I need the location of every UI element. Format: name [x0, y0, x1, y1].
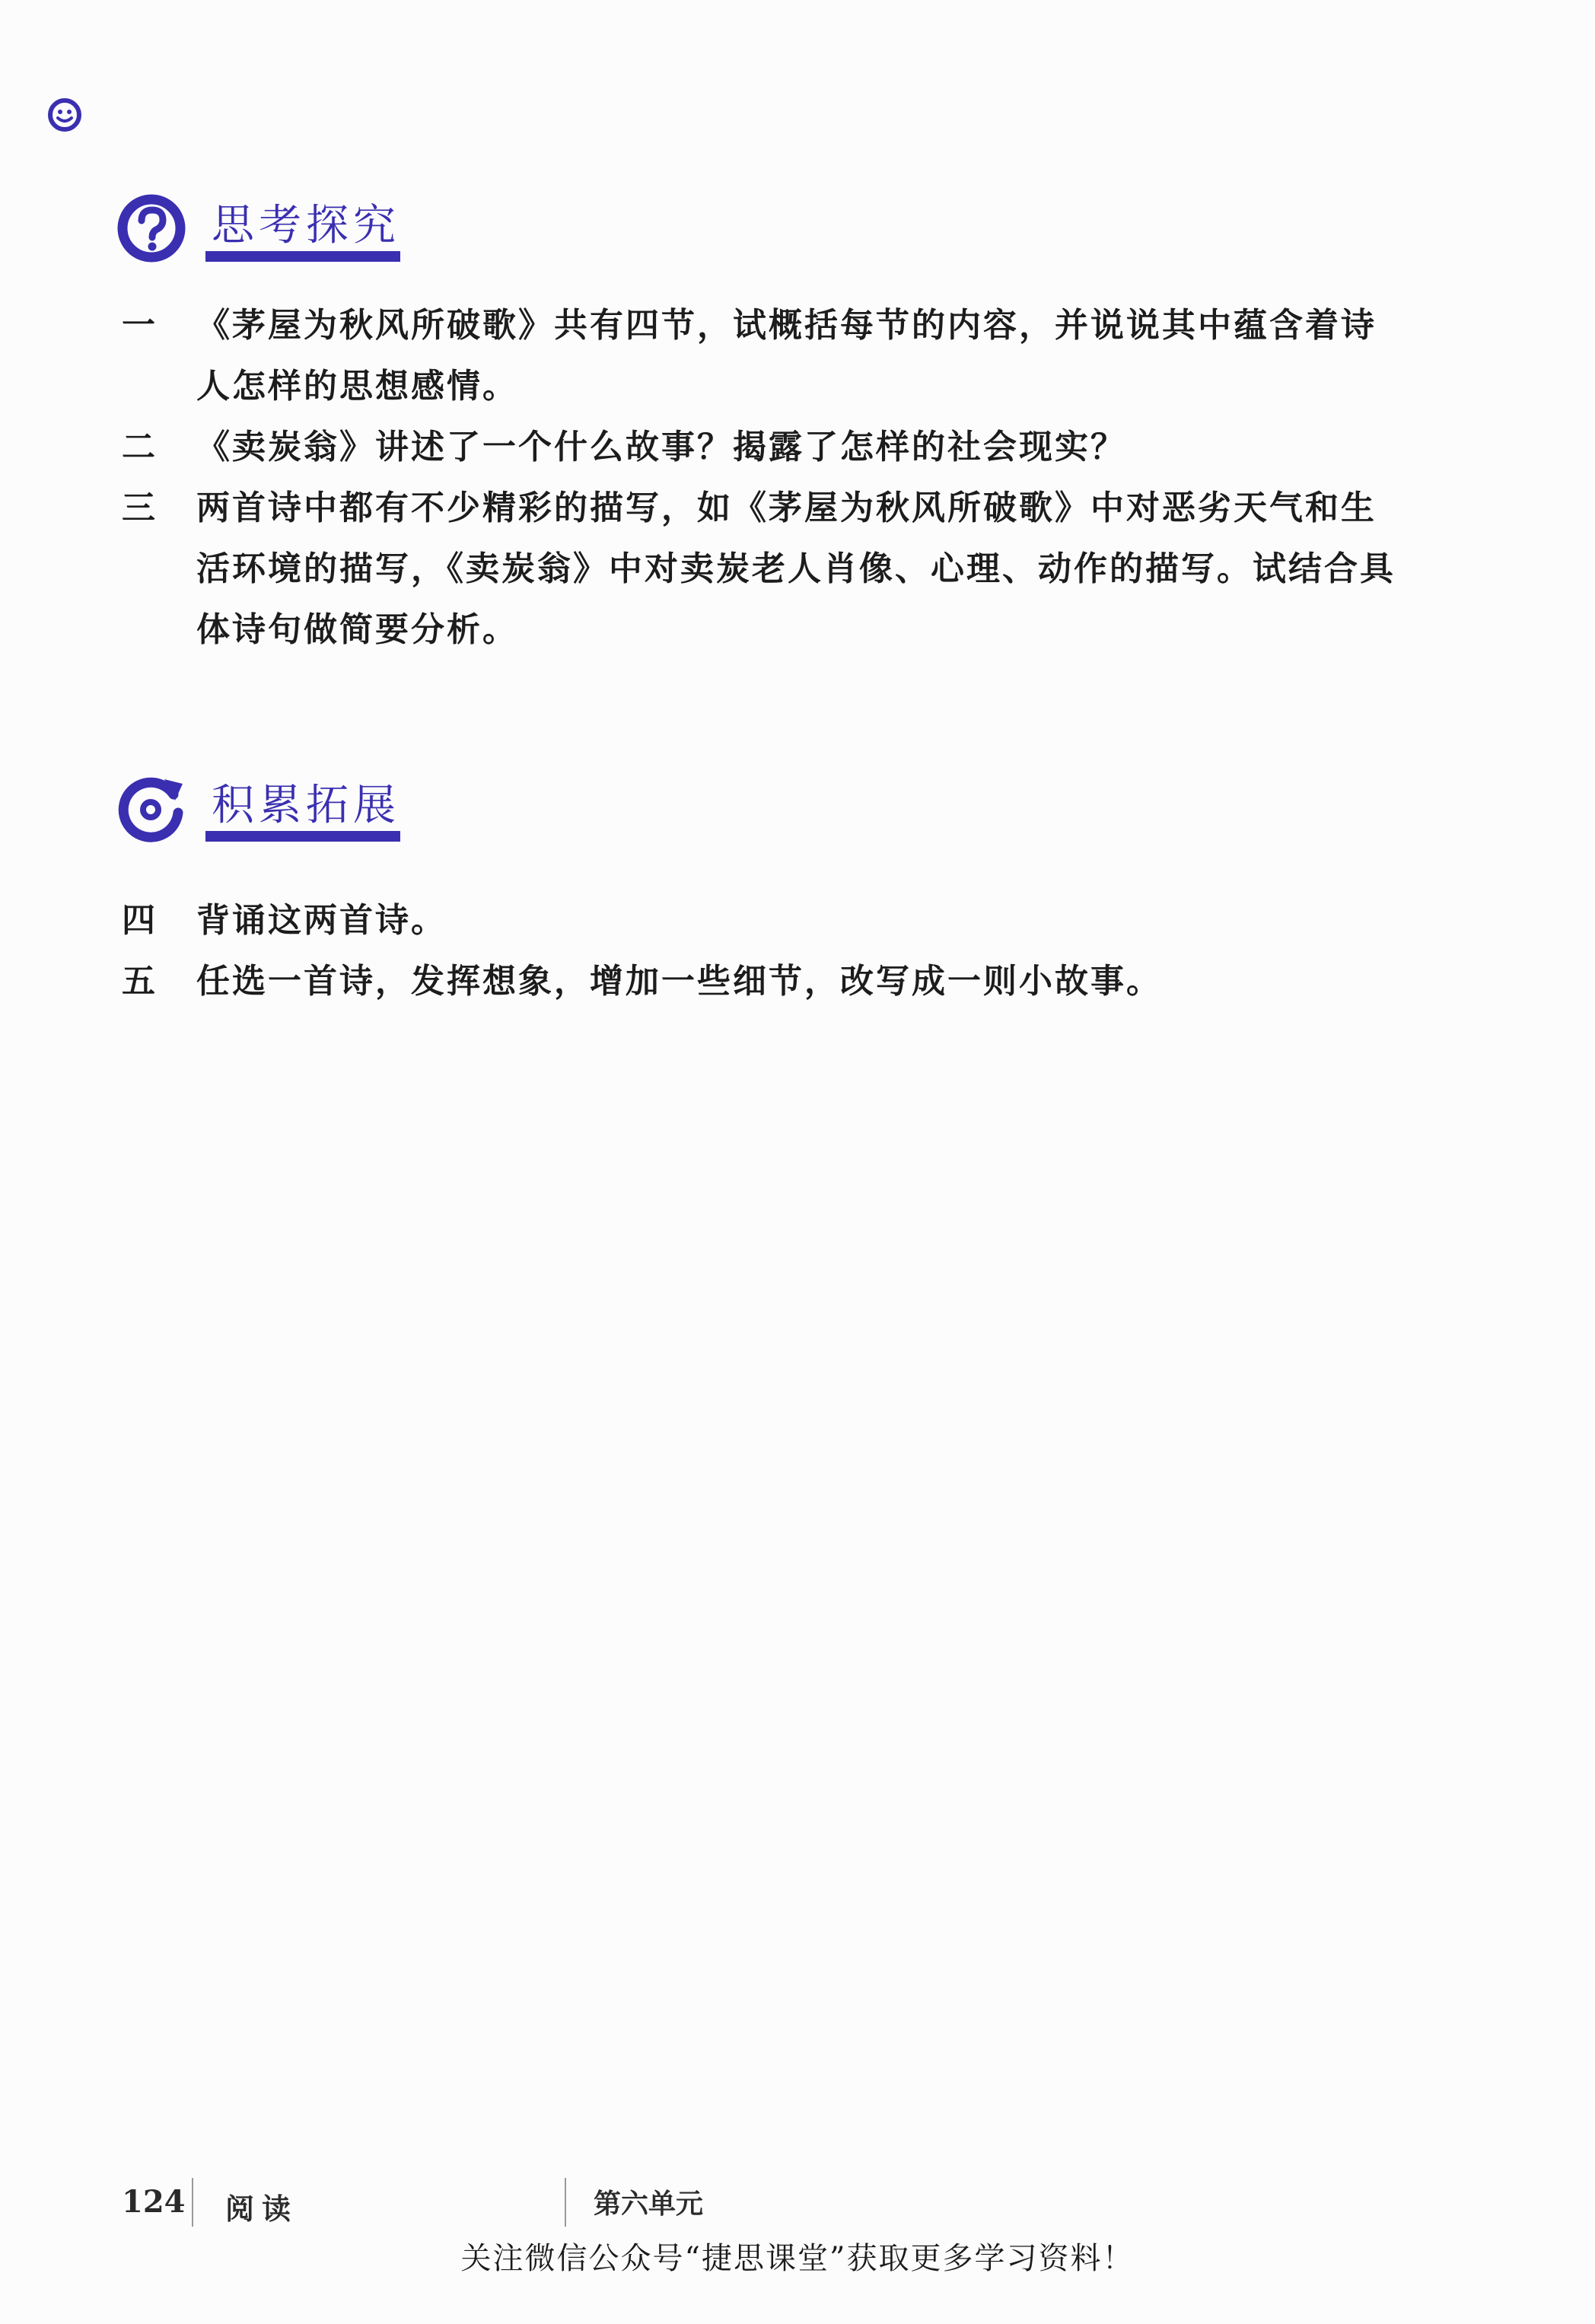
- page-number: 124: [122, 2184, 186, 2220]
- question-number: 二: [122, 428, 158, 466]
- section-title: 积累拓展: [212, 781, 400, 830]
- footer-section-label: 阅读: [225, 2192, 299, 2226]
- refresh-arrow-icon: [114, 769, 189, 843]
- footer-divider: [565, 2178, 566, 2227]
- question-text: 两首诗中都有不少精彩的描写，如《茅屋为秋风所破歌》中对恶劣天气和生活环境的描写，《卖炭翁》中对卖炭老人肖像、心理、动作的描写。试结合具体诗句做简要分析。: [196, 489, 1396, 649]
- section-underline: [205, 831, 400, 842]
- footer-notice: 关注微信公众号“捷思课堂”获取更多学习资料！: [460, 2241, 1135, 2276]
- question-text: 《茅屋为秋风所破歌》共有四节，试概括每节的内容，并说说其中蕴含着诗人怎样的思想感情。: [196, 306, 1377, 406]
- question-item: [122, 951, 1400, 1012]
- section-underline: [205, 251, 400, 262]
- question-text: 任选一首诗，发挥想象，增加一些细节，改写成一则小故事。: [196, 962, 1162, 1001]
- question-text: 《卖炭翁》讲述了一个什么故事？揭露了怎样的社会现实？: [196, 428, 1126, 466]
- question-item: [122, 417, 1400, 478]
- question-number: 三: [122, 489, 158, 527]
- question-number: 一: [122, 306, 158, 345]
- question-list-thinking: [122, 295, 1400, 661]
- question-item: [122, 478, 1400, 661]
- question-item: [122, 295, 1400, 417]
- footer-unit-label: 第六单元: [594, 2189, 704, 2220]
- smiley-icon: [47, 97, 82, 132]
- question-number: 四: [122, 901, 158, 940]
- question-item: [122, 890, 1400, 951]
- question-circle-icon: [114, 189, 189, 263]
- question-number: 五: [122, 962, 158, 1001]
- question-list-extension: [122, 890, 1400, 1012]
- footer-divider: [192, 2178, 193, 2227]
- question-text: 背诵这两首诗。: [196, 901, 447, 940]
- section-title: 思考探究: [212, 201, 400, 250]
